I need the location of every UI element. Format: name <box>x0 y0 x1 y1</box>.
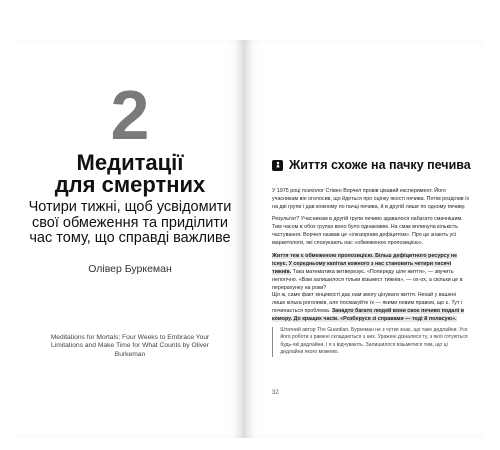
paragraph-4-plain: Що ж, саме факт кінцевості дає нам змогу цінувати життя. Нехай у вашені лише кілька роголиків, але посмакуйте їх — якими новим правом, що є. Тут і починається проблема. <box>272 292 463 314</box>
author-name: Олівер Буркеман <box>88 263 172 275</box>
section-title: Життя схоже на пачку печива <box>289 158 471 172</box>
paragraph-1: У 1975 році психолог Стівен Ворчел провів цікавий експеримент. Його учасникам він оголосив, що йдеться про оцінку якості печива. Потім розділив їх на дві групи і дав кожному по пачці печива, й в другій лише по одному печиву. <box>272 188 470 210</box>
paragraph-3 <box>272 253 470 293</box>
chess-pawn-icon <box>272 160 283 171</box>
left-page <box>16 40 245 438</box>
paragraph-3-rest: Така математика витверезує. «Попереду ціле життя», — звучить нелогічно. «Вам залишилося тільки візьмест тижнів», — ох-ох, а скільки це в перерахунку на роки? <box>272 268 463 291</box>
book-title-line-1: Медитації <box>76 150 184 175</box>
section-heading <box>272 158 471 172</box>
note-box <box>272 327 470 357</box>
paragraph-4 <box>272 292 470 324</box>
paragraph-3-highlight: Життя теж є обмеженою пропозицією. Більш дефіцитного ресурсу не існує. У середньому капітал кожного з нас становить четири тисячі тижнів. <box>272 253 458 275</box>
right-page <box>244 40 484 438</box>
chapter-number: 2 <box>110 76 150 154</box>
book-title <box>16 152 244 197</box>
page-number: 32 <box>272 390 279 396</box>
note-text: Штатний автор The Guardian, Буркеман не з чутки знає, що таке дедлайни. Усе його роботи з рамені складаються з них. Уражені дізналися ту, з якої готуються будь-які дедлайни, і я з відчувають. Залишилося візьметися тим, що ці дедлайни якого можемо. <box>280 327 468 356</box>
book-title-line-2: для смертних <box>54 172 206 198</box>
book-subtitle: Чотири тижні, щоб усвідомити свої обмеження та приділити час тому, що справді важливе <box>28 199 232 247</box>
paragraph-2: Результат? Учасникам в другій групи печиво здавалося набагато смачнішим. Тим часом в обох групах воно було однаковим. На смак вплинула кількість частування. Ворчел назвав це «ілюзорним дефіцитом». Про це знають усі маркетологи, які спонукають нас «обмеженою пропозицією». <box>272 216 463 246</box>
original-title-credit: Meditations for Mortals: Four Weeks to Embrace Your Limitations and Make Time for What Counts by Oliver Burkeman <box>50 334 210 358</box>
paragraph-4-highlight: Занадто багато людей вони своє печиво подалі в комору. До кращих часів. «Розберуся зі справами — тоді й поласую». <box>272 307 465 322</box>
